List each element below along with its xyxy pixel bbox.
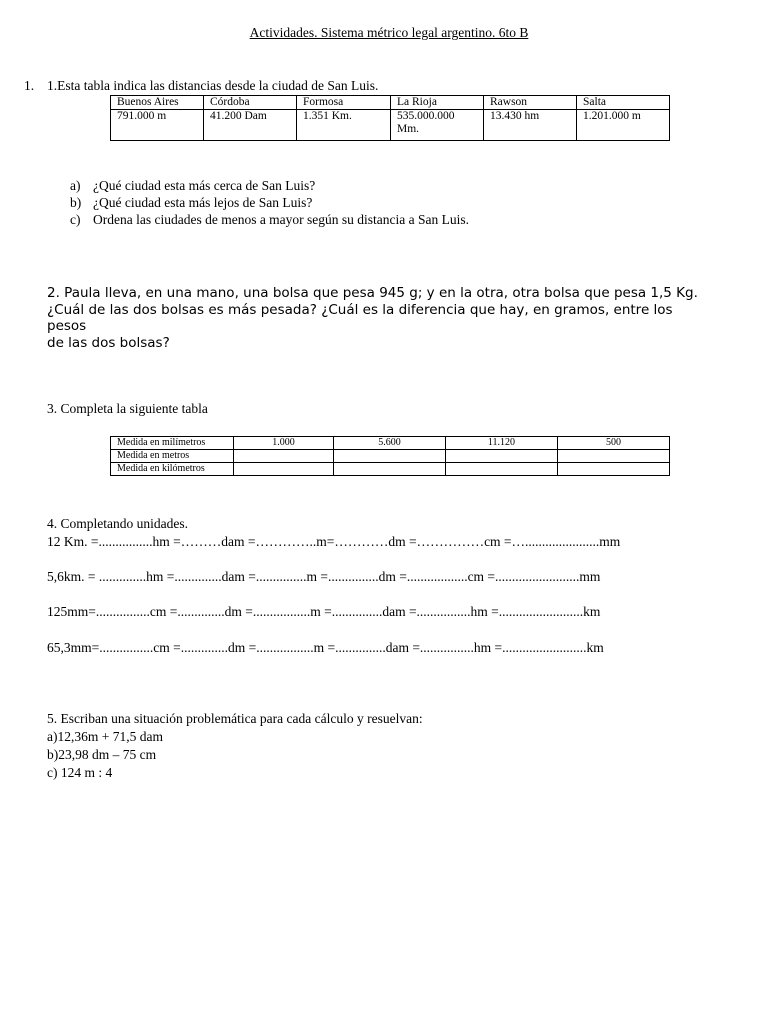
city-header: Salta [577, 96, 670, 110]
measure-row-label: Medida en metros [111, 450, 234, 463]
distance-table-header-row [111, 96, 670, 110]
city-header: Rawson [484, 96, 577, 110]
measure-row-label: Medida en kilómetros [111, 463, 234, 476]
subquestion-label: a) [70, 178, 81, 193]
distance-cell: 791.000 m [111, 110, 204, 141]
subquestion-label: c) [70, 212, 81, 227]
q5-heading: 5. Escriban una situación problemática para cada cálculo y resuelvan: [47, 711, 423, 726]
q2-line: de las dos bolsas? [47, 334, 170, 351]
q1-text: 1.Esta tabla indica las distancias desde la ciudad de San Luis. [47, 78, 379, 93]
subquestion-text: Ordena las ciudades de menos a mayor según su distancia a San Luis. [93, 212, 470, 227]
city-header: Formosa [297, 96, 391, 110]
page-title: Actividades. Sistema métrico legal argentino. 6to B [249, 25, 529, 40]
city-header: Córdoba [204, 96, 297, 110]
measure-cell-empty [234, 450, 334, 463]
distance-cell: 535.000.000 Mm. [391, 110, 484, 141]
q2-line: ¿Cuál de las dos bolsas es más pesada? ¿Cuál es la diferencia que hay, en gramos, entre los [47, 301, 673, 318]
q4-heading: 4. Completando unidades. [47, 516, 188, 531]
measure-row-m [111, 450, 670, 463]
subquestion-text: ¿Qué ciudad esta más lejos de San Luis? [93, 195, 313, 210]
measure-cell-empty [446, 450, 558, 463]
measure-cell-empty [446, 463, 558, 476]
distance-cell: 1.351 Km. [297, 110, 391, 141]
q5-item: c) 124 m : 4 [47, 765, 113, 780]
measure-cell: 1.000 [234, 437, 334, 450]
distance-table [110, 95, 670, 141]
q5-item: a)12,36m + 71,5 dam [47, 729, 163, 744]
measure-cell-empty [334, 463, 446, 476]
distance-cell: 41.200 Dam [204, 110, 297, 141]
subquestion-text: ¿Qué ciudad esta más cerca de San Luis? [93, 178, 316, 193]
subquestion-item [70, 194, 469, 211]
q4-line: 12 Km. =................hm =………dam =…………..m=…………dm =……………cm =…......................mm [47, 534, 621, 549]
q2-line: pesos [47, 318, 87, 334]
measure-cell-empty [234, 463, 334, 476]
measure-cell-empty [558, 463, 670, 476]
q2-text [47, 285, 698, 351]
distance-table-value-row [111, 110, 670, 141]
distance-cell: 13.430 hm [484, 110, 577, 141]
q4-line: 125mm=................cm =..............dm =.................m =...............dam =................hm =.........................km [47, 604, 601, 619]
measure-row-mm [111, 437, 670, 450]
q1-subquestions [70, 177, 469, 228]
measure-cell: 11.120 [446, 437, 558, 450]
subquestion-item [70, 177, 469, 194]
measure-table [110, 436, 670, 476]
q1-number: 1. [24, 78, 35, 93]
subquestion-label: b) [70, 195, 82, 210]
subquestion-item [70, 211, 469, 228]
q4-line: 65,3mm=................cm =..............dm =.................m =...............dam =................hm =.........................km [47, 640, 604, 655]
distance-cell: 1.201.000 m [577, 110, 670, 141]
q2-line: 2. Paula lleva, en una mano, una bolsa que pesa 945 g; y en la otra, otra bolsa que pesa 1,5 Kg. [47, 285, 698, 301]
measure-cell-empty [558, 450, 670, 463]
q4-line: 5,6km. = ..............hm =..............dam =...............m =...............dm =..................cm =.........................mm [47, 569, 601, 584]
city-header: Buenos Aires [111, 96, 204, 110]
measure-cell: 500 [558, 437, 670, 450]
measure-cell: 5.600 [334, 437, 446, 450]
city-header: La Rioja [391, 96, 484, 110]
q5-item: b)23,98 dm – 75 cm [47, 747, 157, 762]
measure-row-label: Medida en milímetros [111, 437, 234, 450]
q3-text: 3. Completa la siguiente tabla [47, 401, 208, 416]
measure-cell-empty [334, 450, 446, 463]
measure-row-km [111, 463, 670, 476]
